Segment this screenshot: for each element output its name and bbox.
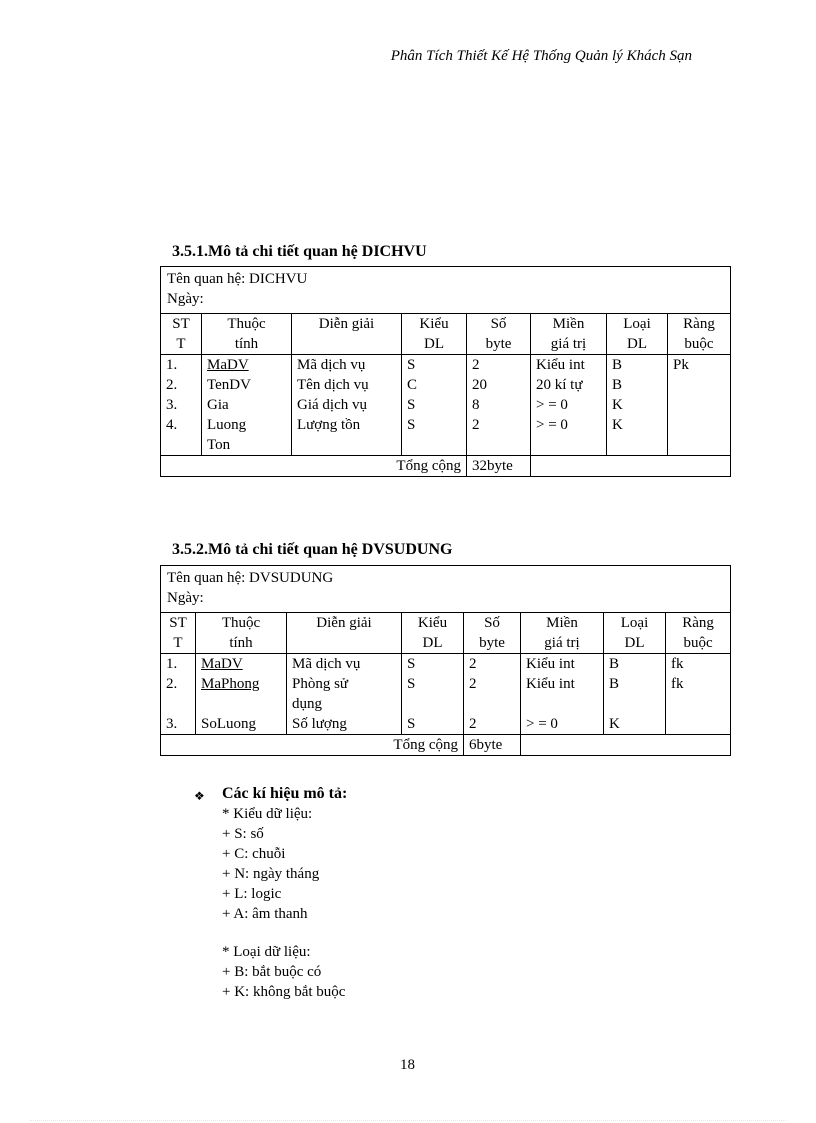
col-thuoc-tinh: Thuộc tính — [196, 613, 287, 654]
col-kieu-dl: Kiểu DL — [402, 314, 467, 355]
col-mien-gia-tri: Miền giá trị — [521, 613, 604, 654]
legend-notes — [196, 784, 347, 1002]
total-label: Tổng cộng — [161, 735, 464, 756]
section-title-dichvu: 3.5.1.Mô tả chi tiết quan hệ DICHVU — [172, 243, 427, 260]
col-dien-giai: Diễn giải — [287, 613, 402, 654]
footer-divider — [30, 1120, 786, 1121]
note-line: * Loại dữ liệu: — [222, 944, 311, 960]
total-row — [161, 735, 731, 756]
note-line: * Kiểu dữ liệu: — [222, 806, 313, 822]
relation-date: Ngày: — [167, 590, 204, 606]
diamond-bullet-icon: ❖ — [194, 789, 205, 803]
table-row: 3. SoLuong Số lượng S 2 > = 0 K — [161, 714, 731, 735]
table-row: 4. Luong Ton Lượng tồn S 2 > = 0 K — [161, 415, 731, 456]
table-row: 2. TenDV Tên dịch vụ C 20 20 kí tự B — [161, 375, 731, 395]
total-value: 6byte — [464, 735, 521, 756]
dichvu-table — [160, 266, 731, 477]
col-so-byte: Số byte — [467, 314, 531, 355]
relation-name: Tên quan hệ: DVSUDUNG — [167, 570, 334, 586]
relation-name: Tên quan hệ: DICHVU — [167, 271, 308, 287]
note-line: + A: âm thanh — [222, 906, 308, 922]
page-number: 18 — [400, 1057, 415, 1073]
note-line: + N: ngày tháng — [222, 866, 320, 882]
table-row: 3. Gia Giá dịch vụ S 8 > = 0 K — [161, 395, 731, 415]
section-title-dvsudung: 3.5.2.Mô tả chi tiết quan hệ DVSUDUNG — [172, 541, 453, 558]
total-row — [161, 456, 731, 477]
note-line: + C: chuỗi — [222, 846, 286, 862]
table-row: 1. MaDV Mã dịch vụ S 2 Kiểu int B fk — [161, 654, 731, 675]
note-line: + K: không bắt buộc — [222, 984, 346, 1000]
table-row: 2. MaPhong Phòng sử dụng S 2 Kiểu int B fk — [161, 674, 731, 714]
relation-info — [161, 566, 731, 613]
col-mien-gia-tri: Miền giá trị — [531, 314, 607, 355]
relation-info — [161, 267, 731, 314]
col-kieu-dl: Kiểu DL — [402, 613, 464, 654]
total-value: 32byte — [467, 456, 531, 477]
col-thuoc-tinh: Thuộc tính — [202, 314, 292, 355]
running-header: Phân Tích Thiết Kế Hệ Thống Quản lý Khách Sạn — [390, 48, 692, 64]
col-stt: ST T — [161, 314, 202, 355]
col-loai-dl: Loại DL — [607, 314, 668, 355]
note-line: + B: bắt buộc có — [222, 964, 322, 980]
col-stt: ST T — [161, 613, 196, 654]
col-so-byte: Số byte — [464, 613, 521, 654]
note-line: + L: logic — [222, 886, 282, 902]
table-row: 1. MaDV Mã dịch vụ S 2 Kiểu int B Pk — [161, 355, 731, 376]
col-dien-giai: Diễn giải — [292, 314, 402, 355]
col-loai-dl: Loại DL — [604, 613, 666, 654]
total-label: Tổng cộng — [161, 456, 467, 477]
note-line: + S: số — [222, 826, 264, 842]
notes-title: Các kí hiệu mô tả: — [222, 785, 348, 802]
col-rang-buoc: Ràng buộc — [666, 613, 731, 654]
relation-date: Ngày: — [167, 291, 204, 307]
dvsudung-table — [160, 565, 731, 756]
col-rang-buoc: Ràng buộc — [668, 314, 731, 355]
